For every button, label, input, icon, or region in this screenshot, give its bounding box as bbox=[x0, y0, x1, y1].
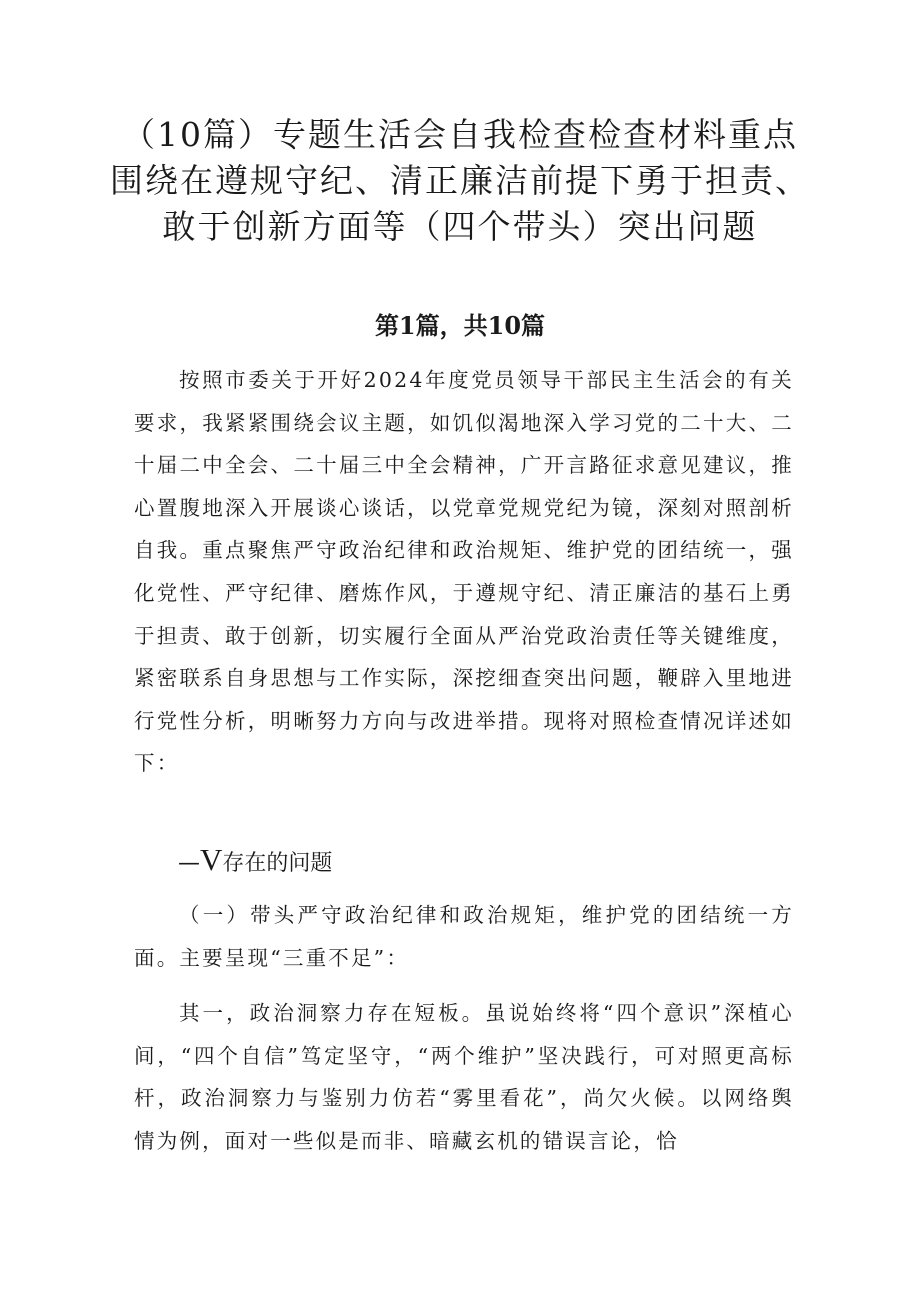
subsection-paragraph: （一）带头严守政治纪律和政治规矩，维护党的团结统一方面。主要呈现“三重不足”： bbox=[134, 903, 794, 970]
document-title bbox=[110, 112, 810, 250]
title-line-2: 围绕在遵规守纪、清正廉洁前提下勇于担责、 bbox=[110, 161, 810, 200]
document-subtitle: 第1篇，共10篇 bbox=[374, 311, 546, 340]
point-paragraph: 其一，政治洞察力存在短板。虽说始终将“四个意识”深植心间，“四个自信”笃定坚守，“两个维护”坚决践行，可对照更高标杆，政治洞察力与鉴别力仿若“雾里看花”，尚欠火候。以网络舆情为例，面对一些似是而非、暗藏玄机的错误言论，恰 bbox=[134, 1001, 794, 1153]
title-line-1: （10篇）专题生活会自我检查检查材料重点 bbox=[122, 115, 798, 154]
section-heading-dash: — bbox=[178, 851, 200, 876]
intro-paragraph: 按照市委关于开好2024年度党员领导干部民主生活会的有关要求，我紧紧围绕会议主题，如饥似渴地深入学习党的二十大、二十届二中全会、二十届三中全会精神，广开言路征求意见建议，推心置腹地深入开展谈心谈话，以党章党规党纪为镜，深刻对照剖析自我。重点聚焦严守政治纪律和政治规矩、维护党的团结统一，强化党性、严守纪律、磨炼作风，于遵规守纪、清正廉洁的基石上勇于担责、敢于创新，切实履行全面从严治党政治责任等关键维度，紧密联系自身思想与工作实际，深挖细查突出问题，鞭辟入里地进行党性分析，明晰努力方向与改进举措。现将对照检查情况详述如下： bbox=[134, 368, 794, 776]
section-heading-v: V bbox=[200, 842, 223, 877]
section-heading-text: 存在的问题 bbox=[222, 851, 333, 876]
section-heading bbox=[178, 842, 332, 882]
title-line-3: 敢于创新方面等（四个带头）突出问题 bbox=[162, 207, 758, 246]
